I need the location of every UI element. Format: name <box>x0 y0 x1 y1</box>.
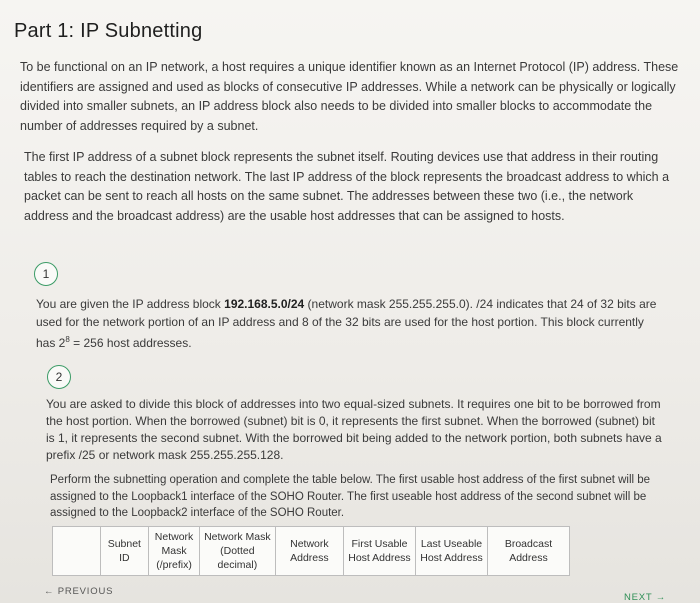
col-last-usable: Last Useable Host Address <box>415 527 487 576</box>
col-subnet-id: Subnet ID <box>100 527 149 576</box>
step-1-text <box>36 296 661 353</box>
col-network-address: Network Address <box>275 527 343 576</box>
col-network-mask-prefix: Network Mask (/prefix) <box>149 527 200 576</box>
ip-block: 192.168.5.0/24 <box>224 297 305 311</box>
table-header-row <box>53 527 570 576</box>
step-2-badge: 2 <box>47 365 71 389</box>
step-1-text-a: You are given the IP address block <box>36 297 225 311</box>
previous-button[interactable]: ← PREVIOUS <box>44 586 114 597</box>
step-1-text-c: = 256 host addresses. <box>69 336 192 350</box>
exponent: 8 <box>65 335 70 344</box>
col-broadcast: Broadcast Address <box>487 527 569 576</box>
next-button[interactable]: NEXT → <box>624 592 667 603</box>
step-1-text-b: (network mask 255.255.255.0). /24 indicates that 24 of 32 bits are used for the network portion of an IP address and 8 of the 32 bits are used for the host portion. This block currently has 2 <box>36 297 657 350</box>
subnet-table <box>52 526 570 576</box>
intro-paragraph: To be functional on an IP network, a host requires a unique identifier known as an Internet Protocol (IP) address. These identifiers are assigned and used as blocks of consecutive IP addresses. While a network can be physically or logically divided into smaller subnets, an IP address block also needs to be divided into smaller blocks to accommodate the number of addresses required by a subnet. <box>20 60 679 133</box>
col-network-mask-dotted: Network Mask (Dotted decimal) <box>199 527 275 576</box>
step-2-text: You are asked to divide this block of addresses into two equal-sized subnets. It requires one bit to be borrowed from the host portion. When the borrowed (subnet) bit is 0, it represents the first subnet. When the borrowed (subnet) bit is 1, it represents the second subnet. With the borrowed bit being added to the network portion, both subnets have a prefix /25 or network mask 255.255.255.128. <box>46 397 662 462</box>
col-first-usable: First Usable Host Address <box>343 527 415 576</box>
table-row-label-cell <box>53 527 101 576</box>
step-1-badge: 1 <box>34 262 58 286</box>
explanation-paragraph: The first IP address of a subnet block represents the subnet itself. Routing devices use that address in their routing tables to reach the destination network. The last IP address of the block represents the broadcast address to which a packet can be sent to reach all hosts on the same subnet. The addresses between these two (i.e., the network address and the broadcast address) are the usable host addresses that can be assigned to hosts. <box>24 150 670 223</box>
step-2-task: Perform the subnetting operation and complete the table below. The first usable host address of the first subnet will be assigned to the Loopback1 interface of the SOHO Router. The first useable host address of the second subnet will be assigned to the Loopback2 interface of the SOHO Router. <box>50 474 651 519</box>
page-title: Part 1: IP Subnetting <box>14 20 203 42</box>
